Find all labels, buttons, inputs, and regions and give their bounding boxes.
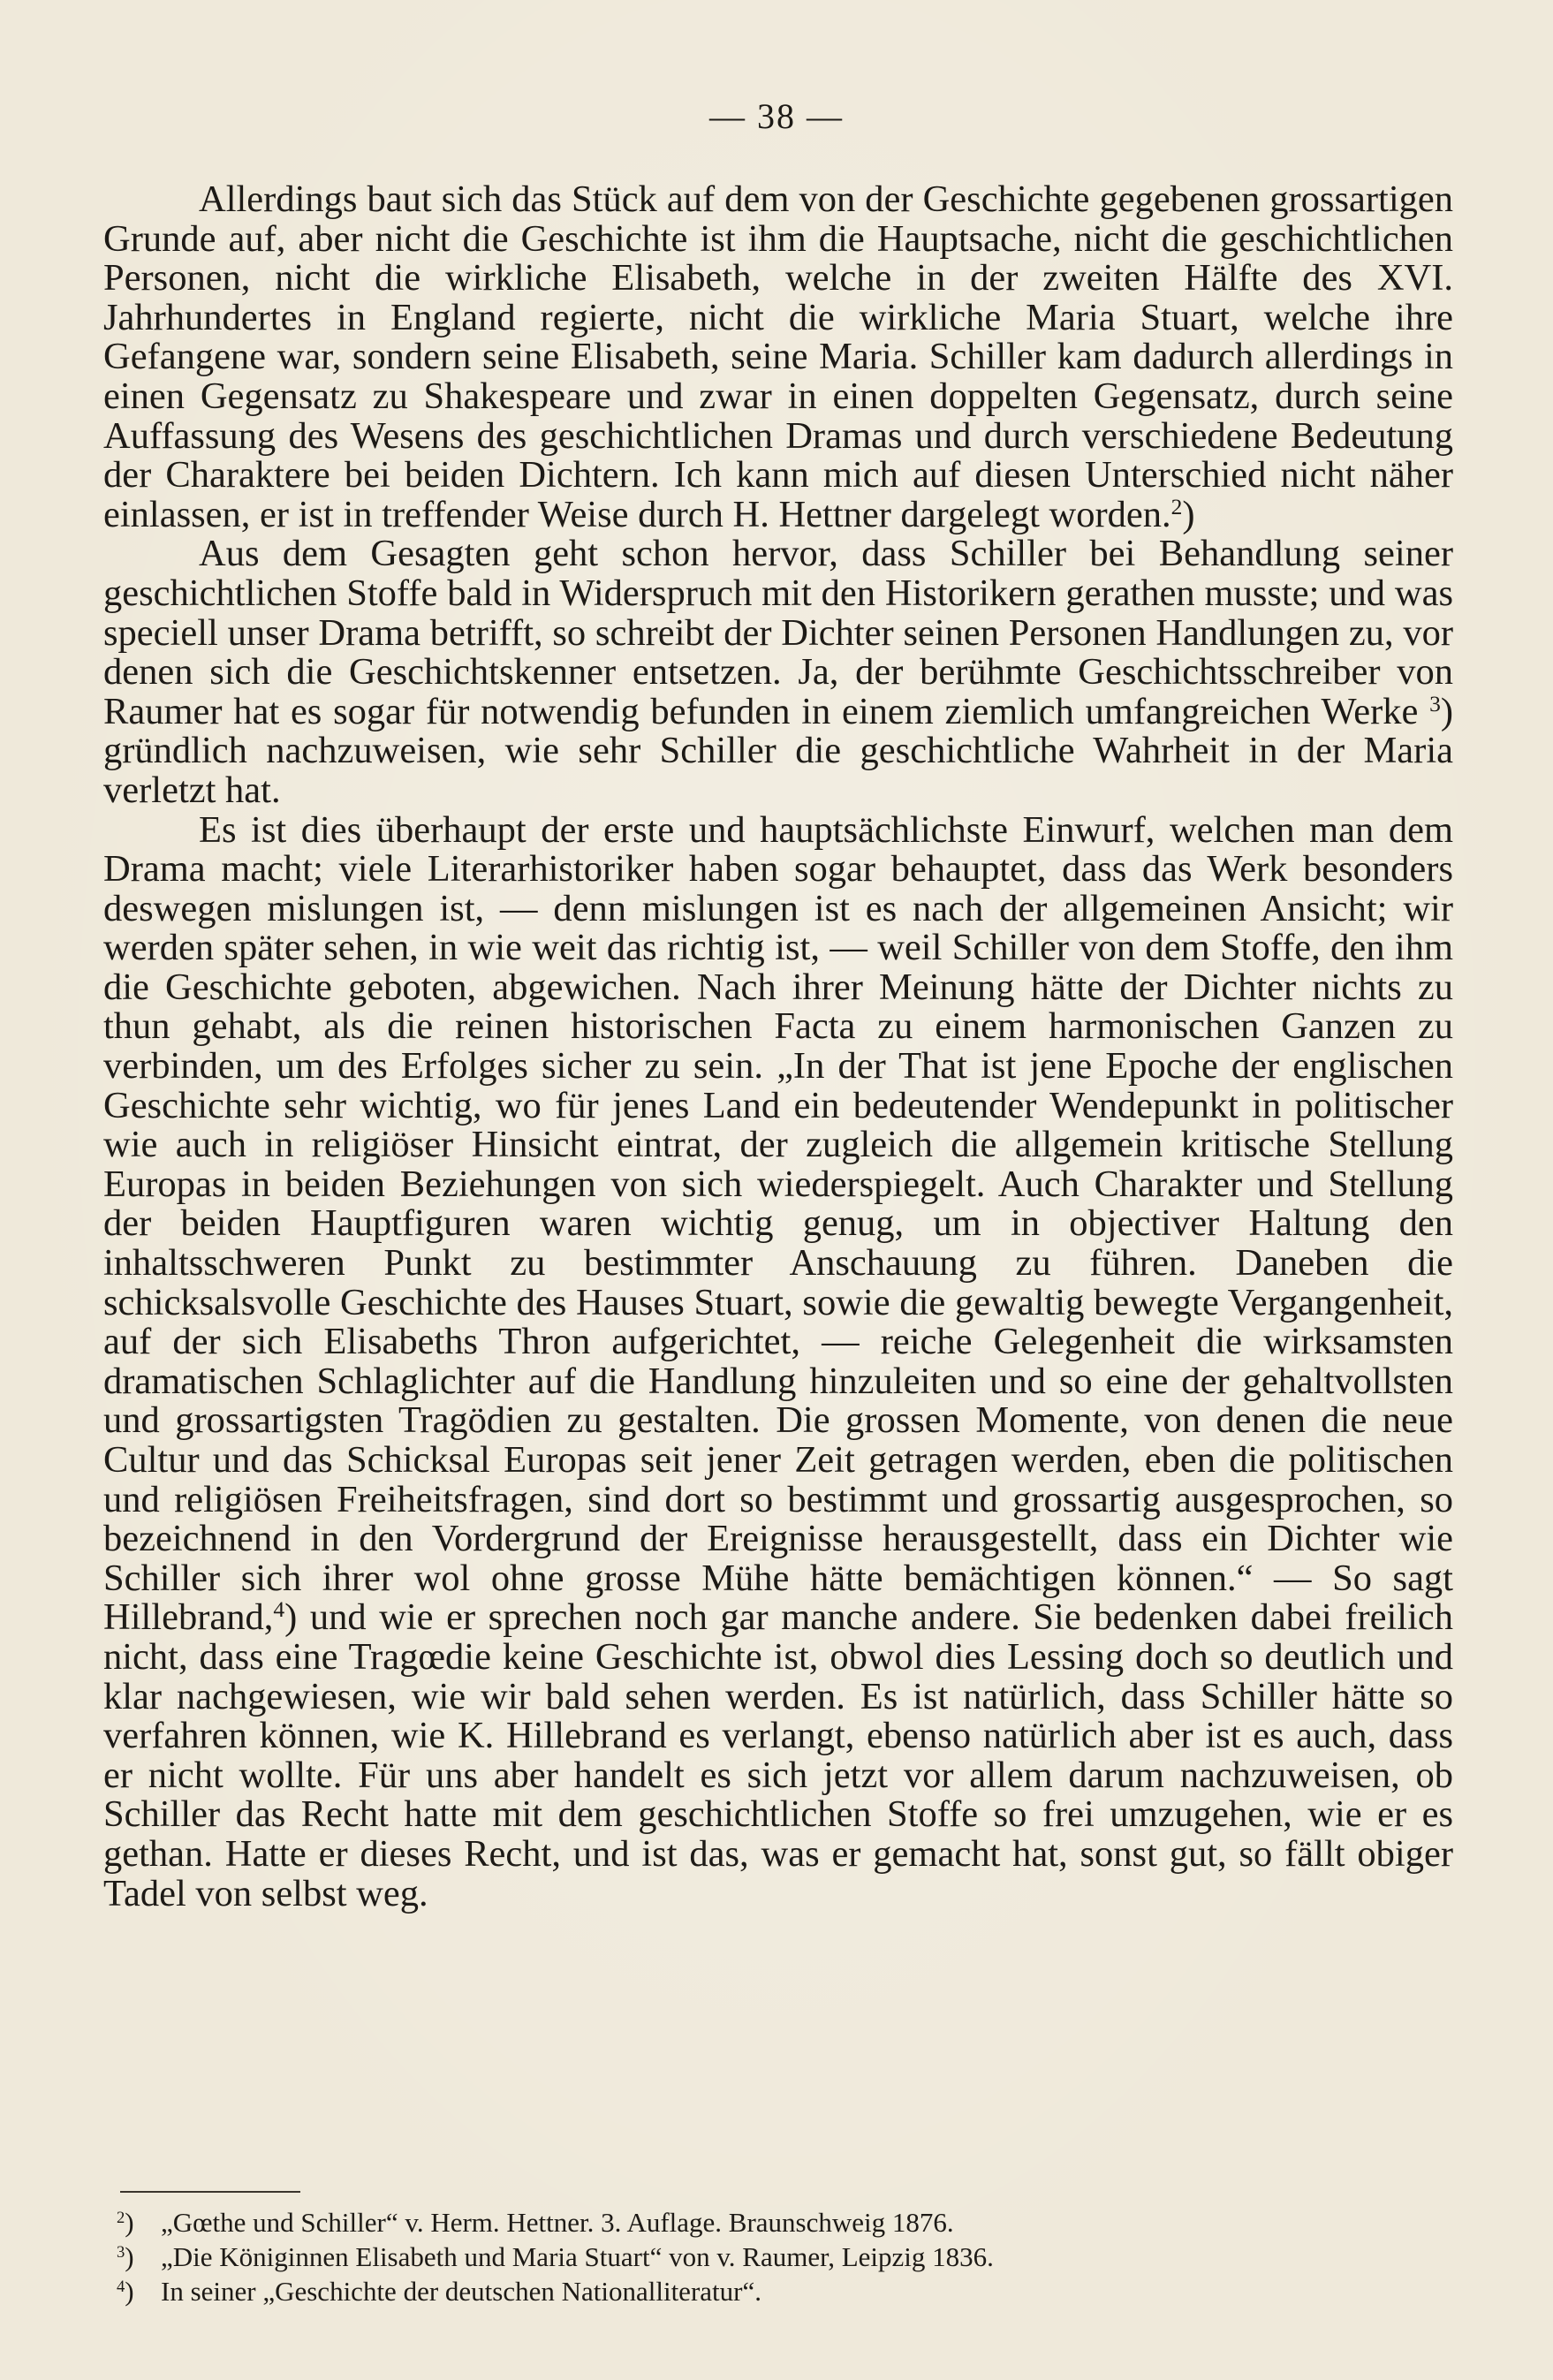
paragraph-2-text: Aus dem Gesagten geht schon hervor, dass Schiller bei Behandlung seiner geschichtlichen Stoffe bald in Widerspruch mit den Historikern gerathen musste; und was speciell unser Drama betrifft, so schreibt der Dichter seinen Personen Handlungen zu, vor denen sich die Geschichtskenner entsetzen. Ja, der berühmte Geschichtsschreiber von Raumer hat es sogar für notwendig befunden in einem ziemlich umfangreichen Werke [103, 533, 1453, 732]
footnote-text: In seiner „Geschichte der deutschen Nationalliteratur“. [161, 2276, 761, 2307]
footnotes [117, 2205, 1353, 2308]
paragraph-2-end: ) gründlich nachzuweisen, wie sehr Schiller die geschichtliche Wahrheit in der Maria verletzt hat. [103, 690, 1453, 811]
footnote-3 [117, 2240, 1353, 2274]
footnote-mark: $^4$) [117, 2276, 134, 2307]
paragraph-1-end: ) [1182, 493, 1195, 535]
footnote-number: 4 [117, 2277, 125, 2296]
paragraph-3 [103, 808, 1453, 1914]
paragraph-3-text: Es ist dies überhaupt der erste und hauptsächlichste Einwurf, welchen man dem Drama macht; viele Literarhistoriker haben sogar behauptet, dass das Werk besonders deswegen mislungen ist, — denn mislungen ist es nach der allgemeinen Ansicht; wir werden später sehen, in wie weit das richtig ist, — weil Schiller von dem Stoffe, den ihm die Geschichte geboten, abgewichen. Nach ihrer Meinung hätte der Dichter nichts zu thun gehabt, als die reinen historischen Facta zu einem harmonischen Ganzen zu verbinden, um des Erfolges sicher zu sein. „In der That ist jene Epoche der englischen Geschichte sehr wichtig, wo für jenes Land ein bedeutender Wendepunkt in politischer wie auch in religiöser Hinsicht eintrat, der zugleich die allgemein kritische Stellung Europas in beiden Beziehungen von sich wiederspiegelt. Auch Charakter und Stellung der beiden Hauptfiguren waren wichtig genug, um in objectiver Haltung den inhaltsschweren Punkt zu bestimmter Anschauung zu führen. Daneben die schicksalsvolle Geschichte des Hauses Stuart, sowie die gewaltig bewegte Vergangenheit, auf der sich Elisabeths Thron aufgerichtet, — reiche Gelegenheit die wirksamsten dramatischen Schlaglichter auf die Handlung hinzuleiten und so eine der gehaltvollsten und grossartigsten Tragödien zu gestalten. Die grossen Momente, von denen die neue Cultur und das Schicksal Europas seit jener Zeit getragen werden, eben die politischen und religiösen Freiheitsfragen, sind dort so bestimmt und grossartig ausgesprochen, so bezeichnend in den Vordergrund der Ereignisse herausgestellt, dass ein Dichter wie Schiller sich ihrer wol ohne grosse Mühe hätte bemächtigen können.“ — So sagt Hillebrand, [103, 808, 1453, 1639]
footnote-text: „Gœthe und Schiller“ v. Herm. Hettner. 3. Auflage. Braunschweig 1876. [161, 2207, 954, 2238]
paragraph-2 [103, 534, 1453, 810]
page-number: — 38 — [709, 96, 844, 136]
main-text [103, 180, 1453, 1914]
footnote-mark: $^3$) [117, 2241, 134, 2272]
paragraph-1 [103, 180, 1453, 534]
footnote-text: „Die Königinnen Elisabeth und Maria Stuart“ von v. Raumer, Leipzig 1836. [161, 2241, 994, 2272]
footnote-2 [117, 2205, 1353, 2240]
paragraph-3-end: ) und wie er sprechen noch gar manche andere. Sie bedenken dabei freilich nicht, dass eine Tragœdie keine Geschichte ist, obwol dies Lessing doch so deutlich und klar nachgewiesen, wie wir bald sehen werden. Es ist natürlich, dass Schiller hätte so verfahren können, wie K. Hillebrand es verlangt, ebenso natürlich aber ist es auch, dass er nicht wollte. Für uns aber handelt es sich jetzt vor allem darum nachzuweisen, ob Schiller das Recht hatte mit dem geschichtlichen Stoffe so frei umzugehen, wie er es gethan. Hatte er dieses Recht, und ist das, was er gemacht hat, sonst gut, so fällt obiger Tadel von selbst weg. [103, 1596, 1453, 1914]
footnote-ref-2[interactable]: 2 [1170, 493, 1183, 519]
paragraph-1-text: Allerdings baut sich das Stück auf dem von der Geschichte gegebenen grossartigen Grunde auf, aber nicht die Geschichte ist ihm die Hauptsache, nicht die geschichtlichen Personen, nicht die wirkliche Elisabeth, welche in der zweiten Hälfte des XVI. Jahrhundertes in England regierte, nicht die wirkliche Maria Stuart, welche ihre Gefangene war, sondern seine Elisabeth, seine Maria. Schiller kam dadurch allerdings in einen Gegensatz zu Shakespeare und zwar in einen doppelten Gegensatz, durch seine Auffassung des Wesens des geschichtlichen Dramas und durch verschiedene Bedeutung der Charaktere bei beiden Dichtern. Ich kann mich auf diesen Unterschied nicht näher einlassen, er ist in treffender Weise durch H. Hettner dargelegt worden. [103, 178, 1453, 535]
footnote-ref-4[interactable]: 4 [273, 1596, 285, 1623]
footnote-ref-3[interactable]: 3 [1429, 690, 1441, 716]
footnote-number: 2 [117, 2208, 125, 2227]
footnote-mark: $^2$) [117, 2207, 134, 2238]
footnote-divider [120, 2191, 300, 2193]
footnote-number: 3 [117, 2242, 125, 2262]
footnote-4 [117, 2274, 1353, 2308]
